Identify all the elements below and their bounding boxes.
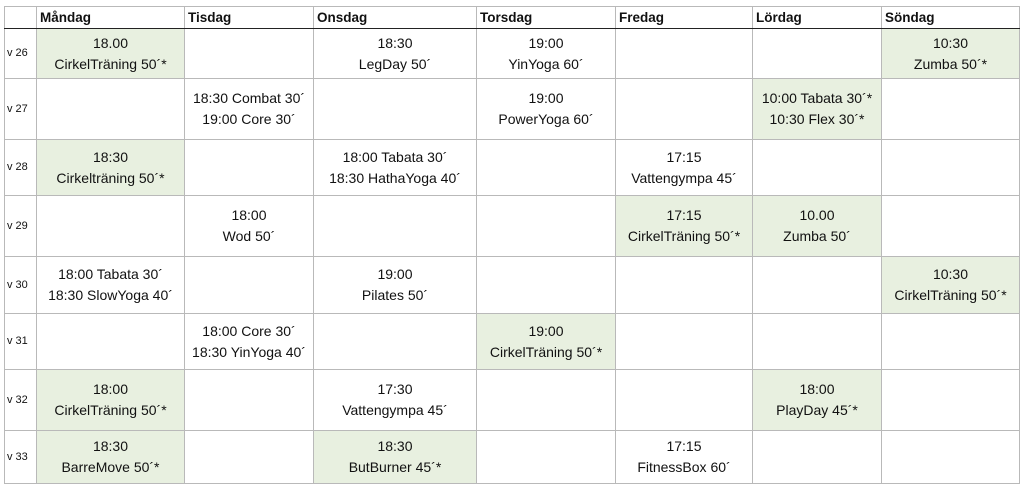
class-time: 10.00 <box>799 207 835 223</box>
schedule-cell <box>314 196 477 257</box>
week-row <box>5 370 1020 431</box>
class-time: 18.00 <box>92 34 129 51</box>
class-time: 18:30 <box>377 34 413 51</box>
schedule-cell <box>37 29 185 79</box>
class-time: 18:00 <box>92 381 129 397</box>
schedule-cell <box>477 257 616 314</box>
schedule-cell <box>882 29 1020 79</box>
class-name: 18:30 YinYoga 40´ <box>192 343 306 360</box>
class-time: 19:00 <box>377 266 413 282</box>
class-time: 10:30 <box>932 266 969 282</box>
schedule-cell <box>882 79 1020 140</box>
schedule-cell <box>185 79 314 140</box>
schedule-cell <box>37 314 185 370</box>
class-time: 19:00 <box>528 90 564 106</box>
class-time: 17:15 <box>666 148 702 165</box>
class-name: Cirkelträning 50´* <box>56 169 165 186</box>
class-name: CirkelTräning 50´* <box>54 55 167 72</box>
schedule-cell <box>314 140 477 196</box>
week-label: v 33 <box>5 431 37 484</box>
week-label: v 32 <box>5 370 37 431</box>
class-name: Zumba 50´ <box>783 228 851 244</box>
schedule-cell <box>616 314 753 370</box>
class-name: 18:30 SlowYoga 40´ <box>48 287 173 303</box>
class-name: ButBurner 45´* <box>348 459 442 475</box>
schedule-cell <box>37 431 185 484</box>
class-name: LegDay 50´ <box>358 55 432 72</box>
corner-cell <box>5 7 37 29</box>
schedule-cell <box>185 314 314 370</box>
schedule-cell <box>616 370 753 431</box>
schedule-cell <box>882 257 1020 314</box>
week-label: v 26 <box>5 29 37 79</box>
schedule-cell <box>616 29 753 79</box>
day-header: Söndag <box>882 7 1020 29</box>
schedule-cell <box>753 314 882 370</box>
week-label: v 29 <box>5 196 37 257</box>
class-name: FitnessBox 60´ <box>637 459 731 475</box>
week-row <box>5 29 1020 79</box>
class-time: 10:30 <box>932 34 969 51</box>
week-row <box>5 257 1020 314</box>
day-header: Lördag <box>753 7 882 29</box>
schedule-cell <box>185 29 314 79</box>
day-header: Torsdag <box>477 7 616 29</box>
schedule-cell <box>37 257 185 314</box>
class-time: 10:00 Tabata 30´* <box>761 90 873 106</box>
schedule-cell <box>753 29 882 79</box>
class-time: 18:30 <box>377 438 413 454</box>
class-name: CirkelTräning 50´* <box>489 343 603 360</box>
schedule-cell <box>477 196 616 257</box>
class-name: 10:30 Flex 30´* <box>769 111 865 127</box>
schedule-cell <box>477 370 616 431</box>
schedule-cell <box>753 140 882 196</box>
week-label: v 30 <box>5 257 37 314</box>
day-header: Måndag <box>37 7 185 29</box>
week-row <box>5 314 1020 370</box>
schedule-table <box>4 6 1020 484</box>
class-name: Zumba 50´* <box>913 55 988 72</box>
day-header: Fredag <box>616 7 753 29</box>
schedule-cell <box>37 196 185 257</box>
class-time: 18:30 <box>92 438 129 454</box>
class-name: Vattengympa 45´ <box>342 402 448 418</box>
schedule-cell <box>882 140 1020 196</box>
schedule-cell <box>185 370 314 431</box>
schedule-cell <box>185 140 314 196</box>
schedule-cell <box>616 79 753 140</box>
week-row <box>5 196 1020 257</box>
day-header: Tisdag <box>185 7 314 29</box>
schedule-cell <box>616 431 753 484</box>
class-name: Wod 50´ <box>222 228 276 244</box>
schedule-cell <box>882 314 1020 370</box>
week-label: v 28 <box>5 140 37 196</box>
schedule-cell <box>314 370 477 431</box>
class-time: 18:30 Combat 30´ <box>192 90 306 106</box>
schedule-cell <box>314 29 477 79</box>
schedule-cell <box>185 431 314 484</box>
schedule-cell <box>37 140 185 196</box>
schedule-cell <box>185 257 314 314</box>
schedule-cell <box>616 140 753 196</box>
class-time: 17:15 <box>666 207 702 223</box>
week-row <box>5 431 1020 484</box>
class-time: 18:00 Tabata 30´ <box>342 148 448 165</box>
week-label: v 27 <box>5 79 37 140</box>
class-name: BarreMove 50´* <box>61 459 160 475</box>
class-time: 17:30 <box>377 381 413 397</box>
class-time: 18:30 <box>92 148 129 165</box>
schedule-cell <box>882 370 1020 431</box>
schedule-cell <box>753 370 882 431</box>
class-name: PlayDay 45´* <box>776 402 858 418</box>
schedule-cell <box>477 314 616 370</box>
class-name: CirkelTräning 50´* <box>894 287 1007 303</box>
class-time: 18:00 <box>799 381 835 397</box>
schedule-cell <box>753 79 882 140</box>
class-time: 18:00 Tabata 30´ <box>58 266 163 282</box>
class-name: PowerYoga 60´ <box>498 111 594 127</box>
schedule-cell <box>37 79 185 140</box>
class-time: 19:00 <box>528 34 564 51</box>
schedule-cell <box>753 431 882 484</box>
class-time: 18:00 Core 30´ <box>202 322 296 339</box>
class-name: 19:00 Core 30´ <box>202 111 296 127</box>
schedule-cell <box>37 370 185 431</box>
class-name: CirkelTräning 50´* <box>627 228 741 244</box>
week-row <box>5 79 1020 140</box>
schedule-cell <box>314 257 477 314</box>
class-time: 19:00 <box>528 322 564 339</box>
schedule-cell <box>882 196 1020 257</box>
schedule-cell <box>185 196 314 257</box>
schedule-cell <box>477 140 616 196</box>
day-header: Onsdag <box>314 7 477 29</box>
class-time: 17:15 <box>666 438 702 454</box>
class-name: CirkelTräning 50´* <box>54 402 167 418</box>
header-row <box>5 7 1020 29</box>
schedule-cell <box>616 257 753 314</box>
class-time: 18:00 <box>231 207 267 223</box>
schedule-cell <box>314 431 477 484</box>
week-label: v 31 <box>5 314 37 370</box>
week-row <box>5 140 1020 196</box>
class-name: 18:30 HathaYoga 40´ <box>329 169 461 186</box>
schedule-cell <box>314 79 477 140</box>
class-name: YinYoga 60´ <box>508 55 584 72</box>
schedule-cell <box>753 196 882 257</box>
schedule-cell <box>314 314 477 370</box>
schedule-cell <box>753 257 882 314</box>
schedule-cell <box>477 79 616 140</box>
schedule-body <box>5 29 1020 484</box>
schedule-cell <box>616 196 753 257</box>
class-name: Pilates 50´ <box>361 287 429 303</box>
class-name: Vattengympa 45´ <box>631 169 737 186</box>
schedule-cell <box>477 29 616 79</box>
schedule-cell <box>477 431 616 484</box>
schedule-cell <box>882 431 1020 484</box>
